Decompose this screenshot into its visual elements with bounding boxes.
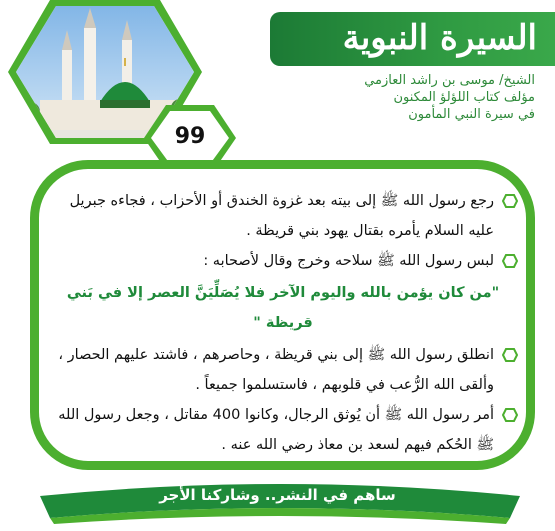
paragraph-text: انطلق رسول الله ﷺ إلى بني قريظة ، وحاصرهم ، فاشتد عليهم الحصار ، وألقى الله الرُّعب في قلوبهم ، فاستسلموا جميعاً . xyxy=(58,347,494,393)
quote: "من كان يؤمن بالله واليوم الآخر فلا يُصَلِّيَنَّ العصر إلا في بَني قريظة " xyxy=(66,285,500,331)
author-info xyxy=(285,72,535,123)
hexagon-bullet-icon xyxy=(502,194,518,208)
lesson-number: 99 xyxy=(174,124,206,149)
page-title: السيرة النبوية xyxy=(342,18,537,58)
paragraph xyxy=(48,186,518,246)
hexagon-bullet-icon xyxy=(502,348,518,362)
hexagon-bullet-icon xyxy=(502,408,518,422)
header xyxy=(0,0,555,160)
author-line: الشيخ/ موسى بن راشد العازمي xyxy=(364,73,535,88)
footer-text: ساهم في النشر.. وشاركنا الأجر xyxy=(159,486,396,504)
title-bar xyxy=(270,12,555,66)
content xyxy=(48,186,518,460)
paragraph-text: لبس رسول الله ﷺ سلاحه وخرج وقال لأصحابه : xyxy=(203,253,494,269)
author-line: مؤلف كتاب اللؤلؤ المكنون xyxy=(393,90,535,105)
paragraph xyxy=(48,400,518,460)
paragraph-text: أمر رسول الله ﷺ أن يُوثق الرجال، وكانوا 400 مقاتل ، وجعل رسول الله ﷺ الحُكم فيهم لسعد بن معاذ رضي الله عنه . xyxy=(58,407,494,453)
hexagon-bullet-icon xyxy=(502,254,518,268)
header-graphics xyxy=(0,0,280,170)
paragraph xyxy=(48,340,518,400)
paragraph xyxy=(48,246,518,276)
paragraph-text: رجع رسول الله ﷺ إلى بيته بعد غزوة الخندق أو الأحزاب ، فجاءه جبريل عليه السلام يأمره بقتال يهود بني قريظة . xyxy=(69,193,494,239)
author-line: في سيرة النبي المأمون xyxy=(408,107,535,122)
